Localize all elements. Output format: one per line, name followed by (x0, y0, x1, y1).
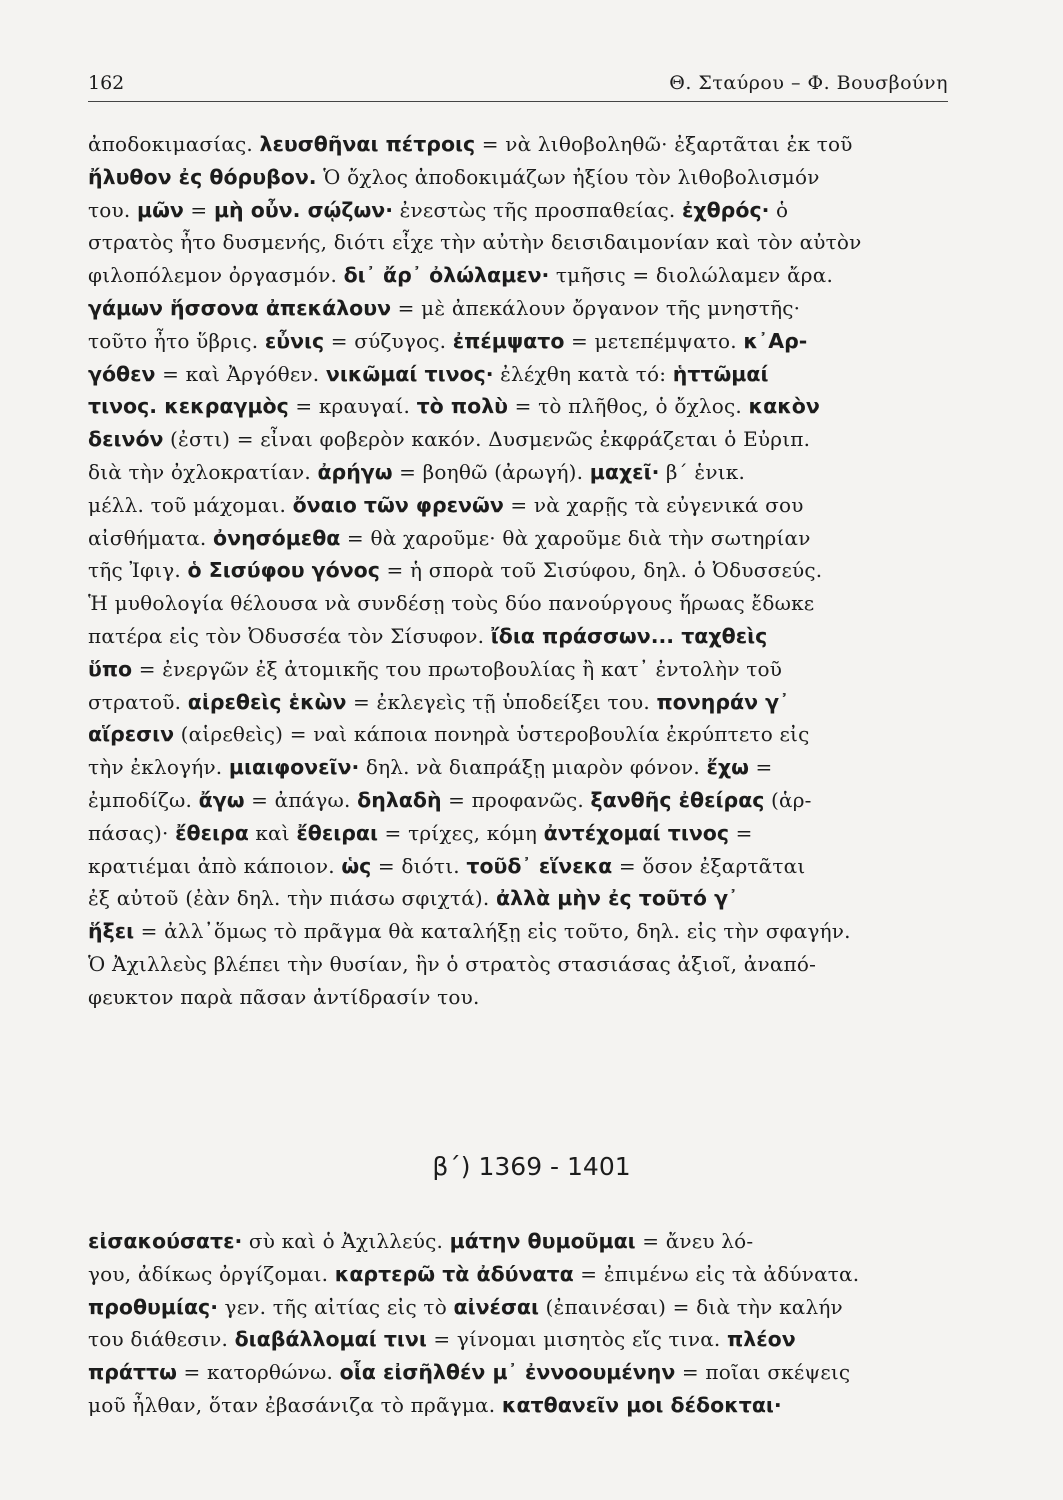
lemma: ἥξει (88, 919, 135, 944)
lemma: κατθανεῖν μοι δέδοκται· (501, 1392, 782, 1417)
commentary-section-b (88, 1225, 948, 1422)
gloss: του. (88, 197, 137, 222)
text-line (88, 653, 948, 686)
gloss: Ἡ μυθολογία θέλουσα νὰ συνδέσῃ τοὺς δύο πανούργους ἥρωας ἔδωκε (88, 591, 815, 616)
lemma: ἄγω (198, 787, 245, 812)
gloss: τὴν ἐκλογήν. (88, 755, 229, 780)
text-line (88, 1291, 948, 1324)
text-line (88, 817, 948, 850)
lemma: δεινόν (88, 427, 164, 452)
gloss: = θὰ χαροῦμε· θὰ χαροῦμε διὰ τὴν σωτηρίαν (340, 525, 811, 550)
gloss: αἰσθήματα. (88, 525, 214, 550)
lemma: ἀντέχομαί τινος (543, 820, 730, 845)
lemma: γόθεν (88, 361, 156, 386)
text-line (88, 784, 948, 817)
gloss: ἐλέχθη κατὰ τό: (493, 361, 673, 386)
gloss: κρατιέμαι ἀπὸ κάποιον. (88, 853, 342, 878)
gloss: διὰ τὴν ὀχλοκρατίαν. (88, 459, 318, 484)
lemma: διαβάλλομαί τινι (234, 1327, 427, 1352)
gloss: = κατορθώνω. (176, 1360, 340, 1385)
lemma: αἱρεθεὶς ἑκὼν (187, 689, 347, 714)
lemma: αἰνέσαι (453, 1294, 539, 1319)
gloss: φευκτον παρὰ πᾶσαν ἀντίδρασίν του. (88, 984, 480, 1009)
lemma: λευσθῆναι πέτροις (259, 132, 476, 156)
gloss: = ἐκλεγεὶς τῇ ὑποδείξει του. (346, 689, 657, 714)
lemma: κ᾽Αρ- (743, 328, 808, 353)
text-line (88, 1356, 948, 1389)
gloss: β΄ ἑνικ. (659, 459, 746, 484)
lemma: ὀνησόμεθα (213, 525, 341, 550)
gloss: = (729, 820, 753, 845)
lemma: ὕπο (88, 656, 133, 681)
text-line (88, 1258, 948, 1291)
text-line (88, 948, 948, 981)
text-line (88, 587, 948, 620)
gloss: (ἐστι) = εἶναι φοβερὸν κακόν. Δυσμενῶς ἐκφράζεται ὁ Εὐριπ. (163, 427, 811, 452)
text-line (88, 850, 948, 883)
header-rule (88, 101, 948, 102)
gloss: = τρίχες, κόμη (378, 820, 544, 845)
gloss: του διάθεσιν. (88, 1327, 235, 1352)
gloss: = ἡ σπορὰ τοῦ Σισύφου, δηλ. ὁ Ὀδυσσεύς. (379, 558, 823, 583)
gloss: ὁ (769, 197, 789, 222)
gloss: γου, ἀδίκως ὀργίζομαι. (88, 1261, 335, 1286)
gloss: γεν. τῆς αἰτίας εἰς τὸ (218, 1294, 454, 1319)
text-line (88, 390, 948, 423)
text-line (88, 751, 948, 784)
gloss: σὺ καὶ ὁ Ἀχιλλεύς. (242, 1229, 450, 1253)
gloss: = (748, 755, 773, 780)
lemma: δηλαδὴ (357, 787, 442, 812)
gloss: = κραυγαί. (288, 394, 417, 419)
lemma: ἐχθρός· (681, 197, 770, 222)
lemma: προθυμίας· (88, 1294, 218, 1319)
gloss: καὶ (248, 820, 297, 845)
lemma: πονηράν γ᾽ (656, 689, 790, 714)
lemma: κακὸν (748, 394, 820, 419)
lemma: μὴ οὖν. σῴζων· (213, 197, 394, 222)
lemma: καρτερῶ τὰ ἀδύνατα (334, 1261, 574, 1286)
gloss: μοῦ ἦλθαν, ὅταν ἐβασάνιζα τὸ πρᾶγμα. (88, 1392, 502, 1417)
gloss: δηλ. νὰ διαπράξῃ μιαρὸν φόνον. (359, 755, 707, 780)
text-line (88, 718, 948, 751)
gloss: = προφανῶς. (441, 787, 591, 812)
gloss: (αἱρεθεὶς) = ναὶ κάποια πονηρὰ ὑστεροβουλία ἐκρύπτετο εἰς (174, 722, 810, 747)
text-line (88, 522, 948, 555)
gloss: Ὁ Ἀχιλλεὺς βλέπει τὴν θυσίαν, ἣν ὁ στρατὸς στασιάσας ἀξιοῖ, ἀναπό- (88, 951, 817, 976)
gloss: Ὁ ὄχλος ἀποδοκιμάζων ἠξίου τὸν λιθοβολισμόν (316, 164, 820, 189)
lemma: πράττω (88, 1360, 177, 1385)
text-line (88, 554, 948, 587)
lemma: ἴδια πράσσων... ταχθεὶς (490, 623, 768, 648)
gloss: = σύζυγος. (324, 328, 453, 353)
gloss: ἐνεστὼς τῆς προσπαθείας. (393, 197, 682, 222)
text-line (88, 1323, 948, 1356)
gloss: = διότι. (371, 853, 467, 878)
lemma: ὡς (341, 853, 372, 878)
gloss: = ὅσον ἐξαρτᾶται (612, 853, 806, 878)
gloss: πατέρα εἰς τὸν Ὀδυσσέα τὸν Σίσυφον. (88, 623, 491, 648)
lemma: δι᾽ ἄρ᾽ ὀλώλαμεν· (343, 263, 550, 288)
lemma: ἔχω (706, 755, 749, 780)
gloss: = καὶ Ἀργόθεν. (155, 361, 326, 386)
gloss: ἐξ αὐτοῦ (ἐὰν δηλ. τὴν πιάσω σφιχτά). (88, 886, 497, 911)
text-line (88, 1225, 948, 1258)
gloss: = τὸ πλῆθος, ὁ ὄχλος. (508, 394, 749, 419)
lemma: ἤλυθον ἐς θόρυβον. (88, 164, 317, 189)
gloss: = ἐνεργῶν ἐξ ἀτομικῆς του πρωτοβουλίας ἢ κατ᾽ ἐντολὴν τοῦ (132, 656, 783, 681)
gloss: = ἀλλ᾽ὅμως τὸ πρᾶγμα θὰ καταλήξῃ εἰς τοῦτο, δηλ. εἰς τὴν σφαγήν. (134, 919, 851, 944)
lemma: ἀλλὰ μὴν ἐς τοῦτό γ᾽ (496, 886, 739, 911)
text-line (88, 292, 948, 325)
gloss: = ποῖαι σκέψεις (675, 1360, 851, 1385)
gloss: = νὰ λιθοβοληθῶ· ἐξαρτᾶται ἐκ τοῦ (475, 132, 853, 156)
text-line (88, 325, 948, 358)
section-heading: β΄) 1369 - 1401 (432, 1152, 631, 1181)
text-line (88, 259, 948, 292)
lemma: μάτην θυμοῦμαι (449, 1229, 636, 1253)
lemma: αἵρεσιν (88, 722, 175, 747)
gloss: τμῆσις = διολώλαμεν ἄρα. (549, 263, 834, 288)
text-line (88, 423, 948, 456)
gloss: = ἐπιμένω εἰς τὰ ἀδύνατα. (573, 1261, 860, 1286)
lemma: ἀρήγω (317, 459, 393, 484)
gloss: στρατοῦ. (88, 689, 188, 714)
lemma: μῶν (136, 197, 184, 222)
gloss: μέλλ. τοῦ μάχομαι. (88, 492, 293, 517)
text-line (88, 489, 948, 522)
lemma: πλέον (727, 1327, 796, 1352)
lemma: ξανθῆς ἐθείρας (590, 787, 765, 812)
gloss: = ἄνευ λό- (635, 1229, 754, 1253)
text-line (88, 981, 948, 1014)
lemma: εὖνις (264, 328, 325, 353)
lemma: εἰσακούσατε· (88, 1229, 243, 1253)
gloss: = γίνομαι μισητὸς εἴς τινα. (426, 1327, 728, 1352)
gloss: (ἁρ- (764, 787, 812, 812)
running-head: Θ. Σταύρου – Φ. Βουσβούνη (669, 72, 948, 94)
text-line (88, 128, 948, 161)
gloss: τῆς Ἰφιγ. (88, 558, 188, 583)
gloss: φιλοπόλεμον ὀργασμόν. (88, 263, 344, 288)
gloss: = νὰ χαρῇς τὰ εὐγενικά σου (503, 492, 804, 517)
lemma: τοῦδ᾽ εἵνεκα (466, 853, 613, 878)
gloss: τοῦτο ἦτο ὕβρις. (88, 328, 265, 353)
lemma: ἔθειραι (296, 820, 378, 845)
text-line (88, 1389, 948, 1422)
text-line (88, 194, 948, 227)
gloss: = μὲ ἀπεκάλουν ὄργανον τῆς μνηστῆς· (391, 295, 801, 320)
lemma: ἡττῶμαί (672, 361, 769, 386)
text-line (88, 358, 948, 391)
gloss: πάσας)· (88, 820, 176, 845)
lemma: ἔθειρα (175, 820, 249, 845)
text-line (88, 456, 948, 489)
lemma: νικῶμαί τινος· (325, 361, 494, 386)
text-line (88, 686, 948, 719)
lemma: ἐπέμψατο (452, 328, 565, 353)
gloss: στρατὸς ἦτο δυσμενής, διότι εἶχε τὴν αὐτὴν δεισιδαιμονίαν καὶ τὸν αὐτὸν (88, 230, 862, 255)
gloss: = βοηθῶ (ἀρωγή). (392, 459, 590, 484)
lemma: μιαιφονεῖν· (228, 755, 360, 780)
gloss: ἀποδοκιμασίας. (88, 132, 260, 156)
lemma: ὁ Σισύφου γόνος (187, 558, 380, 583)
gloss: = ἀπάγω. (244, 787, 358, 812)
gloss: (ἐπαινέσαι) = διὰ τὴν καλήν (538, 1294, 843, 1319)
gloss: = μετεπέμψατο. (564, 328, 744, 353)
text-line (88, 226, 948, 259)
gloss: = (183, 197, 214, 222)
text-line (88, 882, 948, 915)
commentary-section-a (88, 128, 948, 1014)
gloss: ἐμποδίζω. (88, 787, 199, 812)
lemma: γάμων ἥσσονα ἀπεκάλουν (88, 295, 392, 320)
lemma: ὄναιο τῶν φρενῶν (292, 492, 504, 517)
text-line (88, 161, 948, 194)
lemma: μαχεῖ· (589, 459, 660, 484)
lemma: τινος. κεκραγμὸς (88, 394, 289, 419)
page-number: 162 (88, 72, 125, 94)
lemma: οἷα εἰσῆλθέν μ᾽ ἐννοουμένην (339, 1360, 676, 1385)
text-line (88, 915, 948, 948)
text-line (88, 620, 948, 653)
page-header (88, 64, 948, 100)
lemma: τὸ πολὺ (416, 394, 509, 419)
